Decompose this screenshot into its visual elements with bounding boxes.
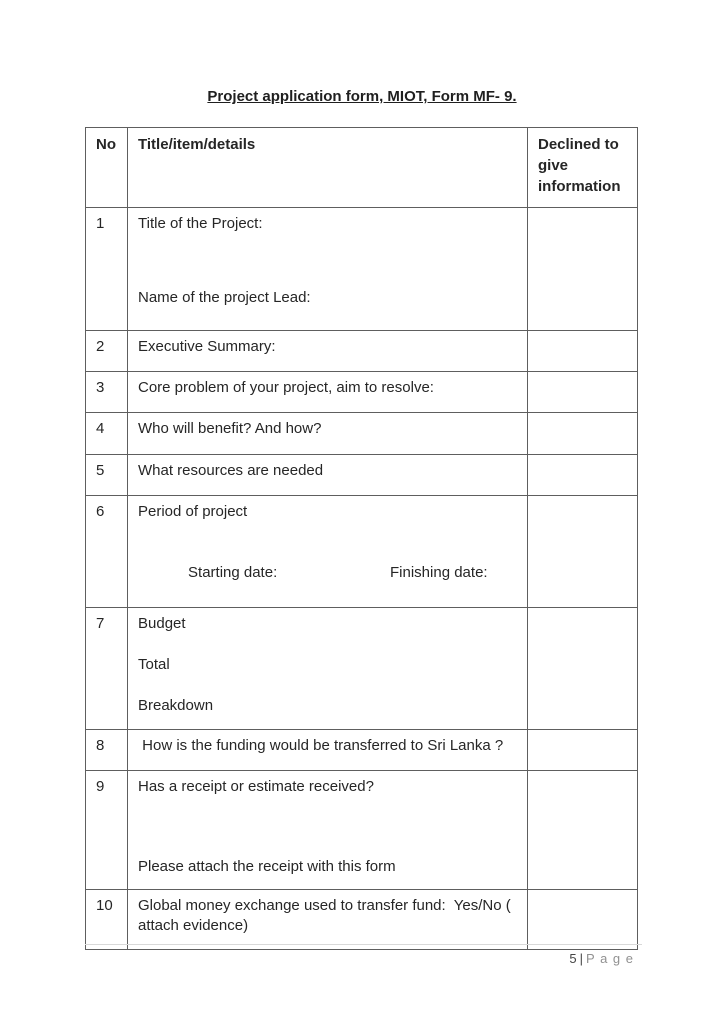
table-row [86, 331, 638, 372]
field-label-budget: Budget [138, 615, 186, 632]
footer-separator: | [579, 951, 584, 966]
footer-page-word: P a g e [586, 951, 634, 966]
row-number: 1 [86, 208, 128, 331]
details-cell[interactable] [128, 771, 528, 890]
declined-cell[interactable] [528, 730, 638, 771]
declined-cell[interactable] [528, 455, 638, 496]
table-row [86, 455, 638, 496]
field-label-money-exchange: Global money exchange used to transfer fund: Yes/No ( attach evidence) [138, 897, 515, 934]
declined-cell[interactable] [528, 413, 638, 455]
details-cell[interactable] [128, 608, 528, 730]
row-number: 10 [86, 890, 128, 950]
details-cell[interactable] [128, 890, 528, 950]
document-title: Project application form, MIOT, Form MF- 9. [207, 88, 517, 105]
declined-cell[interactable] [528, 208, 638, 331]
page-number-footer [569, 951, 634, 966]
details-cell[interactable] [128, 208, 528, 331]
table-row [86, 496, 638, 608]
table-row [86, 608, 638, 730]
declined-cell[interactable] [528, 890, 638, 950]
column-header-declined: Declined to give information [528, 128, 638, 208]
details-cell[interactable] [128, 455, 528, 496]
table-row [86, 208, 638, 331]
row-number: 3 [86, 372, 128, 413]
declined-cell[interactable] [528, 372, 638, 413]
table-row [86, 413, 638, 455]
row-number: 7 [86, 608, 128, 730]
declined-cell[interactable] [528, 496, 638, 608]
row-number: 4 [86, 413, 128, 455]
page-number: 5 [569, 951, 577, 966]
row-number: 2 [86, 331, 128, 372]
table-row [86, 771, 638, 890]
column-header-details: Title/item/details [128, 128, 528, 208]
details-cell[interactable] [128, 413, 528, 455]
details-cell[interactable] [128, 331, 528, 372]
details-cell[interactable] [128, 730, 528, 771]
details-cell[interactable] [128, 372, 528, 413]
field-label-period: Period of project [138, 503, 248, 520]
row-number: 8 [86, 730, 128, 771]
row-number: 9 [86, 771, 128, 890]
field-label-attach-receipt: Please attach the receipt with this form [138, 858, 396, 875]
details-cell[interactable] [128, 496, 528, 608]
table-header-row [86, 128, 638, 208]
declined-cell[interactable] [528, 608, 638, 730]
declined-cell[interactable] [528, 771, 638, 890]
table-row [86, 730, 638, 771]
table-row [86, 890, 638, 950]
field-label-budget-total: Total [138, 656, 170, 673]
period-dates-line [138, 543, 519, 603]
field-label-finishing-date: Finishing date: [390, 564, 488, 581]
field-label-beneficiaries: Who will benefit? And how? [138, 420, 322, 437]
field-label-project-title: Title of the Project: [138, 215, 263, 232]
row-number: 6 [86, 496, 128, 608]
field-label-project-lead: Name of the project Lead: [138, 289, 311, 306]
application-form-table [85, 127, 638, 950]
column-header-no: No [86, 128, 128, 208]
field-label-core-problem: Core problem of your project, aim to resolve: [138, 379, 434, 396]
table-row [86, 372, 638, 413]
field-label-executive-summary: Executive Summary: [138, 338, 276, 355]
declined-cell[interactable] [528, 331, 638, 372]
field-label-resources: What resources are needed [138, 462, 324, 479]
field-label-budget-breakdown: Breakdown [138, 697, 214, 714]
field-label-starting-date: Starting date: [188, 564, 278, 581]
footer-divider [85, 944, 642, 945]
row-number: 5 [86, 455, 128, 496]
field-label-receipt-question: Has a receipt or estimate received? [138, 778, 374, 795]
field-label-funding-transfer: How is the funding would be transferred to Sri Lanka ? [138, 737, 504, 754]
